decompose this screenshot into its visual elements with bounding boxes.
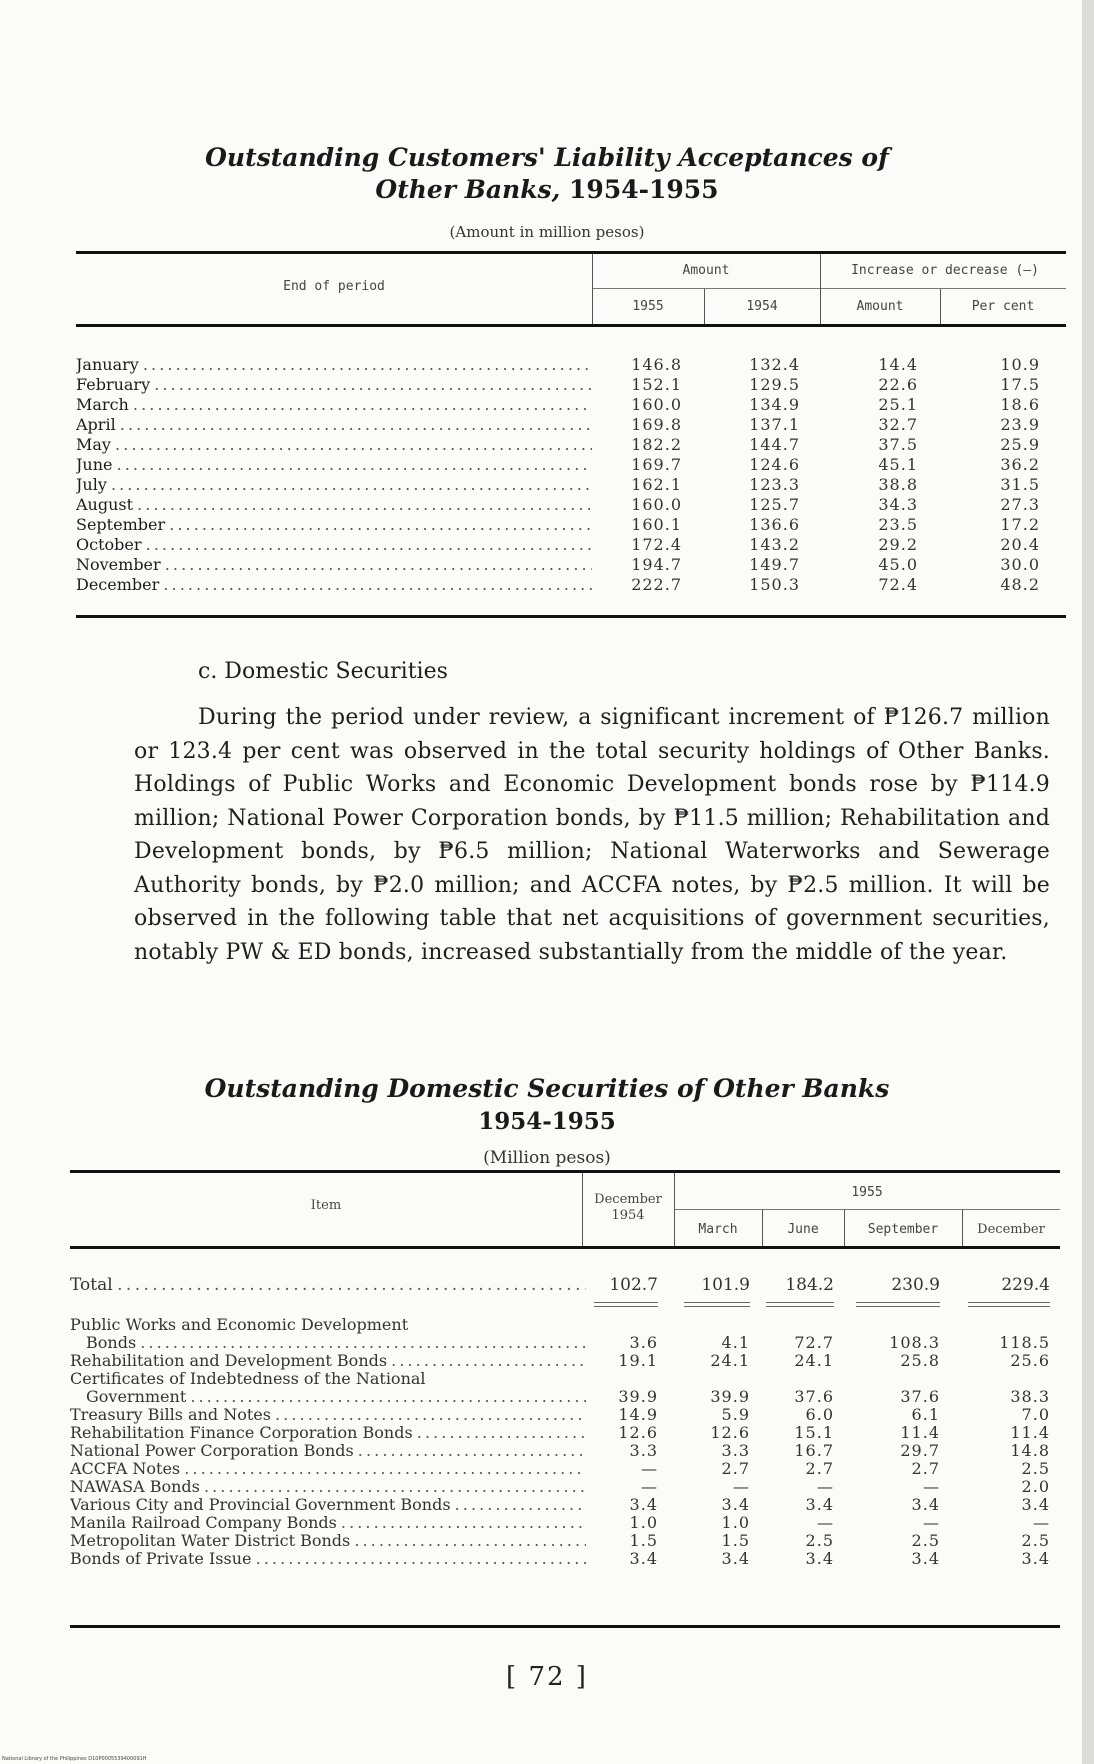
cell-dec1954: 39.9: [618, 1387, 658, 1406]
cell-jun: 2.5: [805, 1531, 834, 1550]
cell-v1954: 136.6: [749, 515, 800, 534]
item-label: Various City and Provincial Government Bonds . . .: [70, 1496, 586, 1514]
month-label: March . . .: [76, 395, 592, 415]
cell-v1955: 222.7: [631, 575, 682, 594]
table-row: [70, 1442, 1060, 1460]
table-row: [70, 1316, 1060, 1352]
cell-jun: —: [817, 1513, 834, 1532]
cell-amount: 34.3: [878, 495, 918, 514]
col-1954: [716, 355, 800, 595]
table1-subtitle: (Amount in million pesos): [449, 223, 645, 241]
cell-sep: 2.5: [911, 1531, 940, 1550]
cell-jun: 24.1: [794, 1351, 834, 1370]
cell-mar: 5.9: [721, 1405, 750, 1424]
cell-sep: —: [923, 1513, 940, 1532]
table-row: [70, 1478, 1060, 1496]
cell-pct: 23.9: [1000, 415, 1040, 434]
cell-amount: 22.6: [878, 375, 918, 394]
table-row: [70, 1550, 1060, 1568]
header-dec-year: 1954: [611, 1208, 645, 1223]
cell-mar: 39.9: [710, 1387, 750, 1406]
section-heading: c. Domestic Securities: [198, 659, 448, 684]
cell-pct: 25.9: [1000, 435, 1040, 454]
total-underline: [684, 1306, 750, 1307]
cell-jun: 72.7: [794, 1333, 834, 1352]
header-june: June: [787, 1222, 819, 1237]
cell-jun: 3.4: [805, 1549, 834, 1568]
table-row: [70, 1460, 1060, 1478]
cell-sep: 3.4: [911, 1549, 940, 1568]
header-march: March: [698, 1222, 738, 1237]
cell-mar: 1.5: [721, 1531, 750, 1550]
cell-v1955: 160.1: [631, 515, 682, 534]
item-label: Bonds of Private Issue . . .: [70, 1550, 586, 1568]
cell-jun: 3.4: [805, 1495, 834, 1514]
total-underline: [856, 1302, 940, 1303]
header-per-cent: Per cent: [971, 299, 1035, 314]
cell-v1955: 172.4: [631, 535, 682, 554]
table2-title-line2: 1954-1955: [478, 1108, 616, 1135]
cell-mar: 2.7: [721, 1459, 750, 1478]
cell-pct: 17.5: [1000, 375, 1040, 394]
cell-jun: 37.6: [794, 1387, 834, 1406]
cell-amount: 72.4: [878, 575, 918, 594]
header-1954: 1954: [746, 299, 778, 314]
table2-mid-rule: [674, 1209, 1060, 1210]
table2-bottom-rule: [70, 1625, 1060, 1628]
cell-dec: 3.4: [1021, 1495, 1050, 1514]
item-label: Public Works and Economic Development: [70, 1316, 409, 1334]
total-mar: 101.9: [701, 1275, 750, 1295]
cell-sep: 2.7: [911, 1459, 940, 1478]
total-label: Total . . .: [70, 1275, 586, 1295]
table-row: [70, 1424, 1060, 1442]
col-1955: [606, 355, 682, 595]
table-row: [70, 1532, 1060, 1550]
cell-mar: 4.1: [721, 1333, 750, 1352]
table-row: [70, 1352, 1060, 1370]
table2-top-rule: [70, 1170, 1060, 1173]
cell-v1954: 134.9: [749, 395, 800, 414]
cell-dec: 2.5: [1021, 1531, 1050, 1550]
cell-jun: 15.1: [794, 1423, 834, 1442]
total-underline: [766, 1302, 834, 1303]
month-label: January . . .: [76, 355, 592, 375]
cell-v1954: 124.6: [749, 455, 800, 474]
cell-amount: 45.1: [878, 455, 918, 474]
month-label: June . . .: [76, 455, 592, 475]
table2-header-rule: [70, 1246, 1060, 1249]
cell-pct: 27.3: [1000, 495, 1040, 514]
cell-v1955: 169.7: [631, 455, 682, 474]
header-1955: 1955: [632, 299, 664, 314]
cell-mar: 3.4: [721, 1495, 750, 1514]
cell-amount: 38.8: [878, 475, 918, 494]
item-label: Treasury Bills and Notes . . .: [70, 1406, 586, 1424]
cell-mar: 24.1: [710, 1351, 750, 1370]
total-underline: [594, 1306, 658, 1307]
table1-title-line2: [0, 175, 1094, 205]
item-label-continued: Government . . .: [86, 1388, 586, 1406]
section-paragraph: During the period under review, a significant increment of ₱126.7 million or 123.4 per cent was observed in the total security holdings of Other Banks. Holdings of Public Works and Economic Development bonds rose by ₱114.9 million; National Power Corporation bonds, by ₱11.5 million; Rehabilitation and Development bonds, by ₱6.5 million; National Waterworks and Sewerage Authority bonds, by ₱2.0 million; and ACCFA notes, by ₱2.5 million. It will be observed in the following table that net acquisitions of government securities, notably PW & ED bonds, increased substantially from the middle of the year.: [134, 705, 1050, 965]
cell-v1954: 132.4: [749, 355, 800, 374]
cell-dec1954: 1.0: [629, 1513, 658, 1532]
cell-dec: 14.8: [1010, 1441, 1050, 1460]
cell-amount: 45.0: [878, 555, 918, 574]
cell-v1955: 194.7: [631, 555, 682, 574]
table-row: [70, 1406, 1060, 1424]
header-1955: 1955: [851, 1185, 883, 1200]
cell-jun: 16.7: [794, 1441, 834, 1460]
cell-amount: 32.7: [878, 415, 918, 434]
cell-v1955: 160.0: [631, 495, 682, 514]
cell-dec1954: 3.6: [629, 1333, 658, 1352]
cell-amount: 25.1: [878, 395, 918, 414]
cell-sep: —: [923, 1477, 940, 1496]
cell-dec: 7.0: [1021, 1405, 1050, 1424]
month-column: [76, 355, 592, 595]
cell-v1954: 129.5: [749, 375, 800, 394]
footer-source: National Library of the Philippines D10P0005539400091H: [2, 1756, 147, 1762]
table1-header-rule: [76, 324, 1066, 327]
cell-dec: 2.0: [1021, 1477, 1050, 1496]
item-label: NAWASA Bonds . . .: [70, 1478, 586, 1496]
cell-dec: 11.4: [1010, 1423, 1050, 1442]
cell-pct: 17.2: [1000, 515, 1040, 534]
header-december: December: [977, 1222, 1045, 1237]
cell-mar: 3.4: [721, 1549, 750, 1568]
cell-v1955: 162.1: [631, 475, 682, 494]
cell-mar: 12.6: [710, 1423, 750, 1442]
cell-sep: 25.8: [900, 1351, 940, 1370]
cell-sep: 11.4: [900, 1423, 940, 1442]
cell-dec1954: 19.1: [618, 1351, 658, 1370]
cell-v1955: 160.0: [631, 395, 682, 414]
month-label: February . . .: [76, 375, 592, 395]
col-inc-amount: [836, 355, 918, 595]
table-row: [70, 1370, 1060, 1406]
cell-v1954: 143.2: [749, 535, 800, 554]
cell-v1954: 123.3: [749, 475, 800, 494]
cell-jun: 2.7: [805, 1459, 834, 1478]
header-increase: Increase or decrease (—): [851, 263, 1039, 278]
header-amount: Amount: [682, 263, 730, 278]
cell-v1955: 182.2: [631, 435, 682, 454]
cell-pct: 10.9: [1000, 355, 1040, 374]
cell-sep: 3.4: [911, 1495, 940, 1514]
cell-amount: 37.5: [878, 435, 918, 454]
cell-dec1954: 3.4: [629, 1549, 658, 1568]
cell-v1954: 149.7: [749, 555, 800, 574]
total-jun: 184.2: [785, 1275, 834, 1295]
item-label: Rehabilitation and Development Bonds . . .: [70, 1352, 586, 1370]
header-december-1954: December: [594, 1192, 662, 1207]
cell-mar: 1.0: [721, 1513, 750, 1532]
total-underline: [684, 1302, 750, 1303]
cell-amount: 29.2: [878, 535, 918, 554]
cell-sep: 29.7: [900, 1441, 940, 1460]
cell-v1954: 144.7: [749, 435, 800, 454]
item-label: Certificates of Indebtedness of the National: [70, 1370, 426, 1388]
total-underline: [766, 1306, 834, 1307]
month-label: December . . .: [76, 575, 592, 595]
table2-title-line1: Outstanding Domestic Securities of Other Banks: [204, 1074, 890, 1103]
cell-pct: 20.4: [1000, 535, 1040, 554]
cell-amount: 23.5: [878, 515, 918, 534]
cell-sep: 108.3: [889, 1333, 940, 1352]
cell-pct: 30.0: [1000, 555, 1040, 574]
page-number: [ 72 ]: [506, 1662, 588, 1692]
table1-bottom-rule: [76, 615, 1066, 618]
cell-dec: 118.5: [999, 1333, 1050, 1352]
month-label: October . . .: [76, 535, 592, 555]
cell-dec1954: 12.6: [618, 1423, 658, 1442]
table-row: [70, 1496, 1060, 1514]
item-label: ACCFA Notes . . .: [70, 1460, 586, 1478]
cell-dec1954: —: [641, 1477, 658, 1496]
total-underline: [968, 1306, 1050, 1307]
total-sep: 230.9: [891, 1275, 940, 1295]
total-underline: [594, 1302, 658, 1303]
cell-dec1954: 1.5: [629, 1531, 658, 1550]
cell-v1955: 152.1: [631, 375, 682, 394]
cell-dec: 38.3: [1010, 1387, 1050, 1406]
cell-jun: —: [817, 1477, 834, 1496]
month-label: August . . .: [76, 495, 592, 515]
total-dec1954: 102.7: [609, 1275, 658, 1295]
cell-dec: —: [1033, 1513, 1050, 1532]
month-label: November . . .: [76, 555, 592, 575]
cell-v1955: 146.8: [631, 355, 682, 374]
month-label: September . . .: [76, 515, 592, 535]
total-underline: [968, 1302, 1050, 1303]
table2-subtitle: (Million pesos): [483, 1148, 611, 1168]
table1-top-rule: [76, 251, 1066, 254]
header-item: Item: [310, 1198, 342, 1213]
cell-sep: 6.1: [911, 1405, 940, 1424]
cell-dec: 2.5: [1021, 1459, 1050, 1478]
cell-v1955: 169.8: [631, 415, 682, 434]
cell-v1954: 137.1: [749, 415, 800, 434]
total-dec: 229.4: [1001, 1275, 1050, 1295]
table-row: [70, 1514, 1060, 1532]
month-label: April . . .: [76, 415, 592, 435]
item-label: Metropolitan Water District Bonds . . .: [70, 1532, 586, 1550]
table1-title-line1: Outstanding Customers' Liability Acceptances of: [205, 143, 889, 172]
cell-v1954: 125.7: [749, 495, 800, 514]
table1-mid-rule: [592, 288, 1066, 289]
cell-dec1954: 3.3: [629, 1441, 658, 1460]
cell-mar: 3.3: [721, 1441, 750, 1460]
cell-mar: —: [733, 1477, 750, 1496]
month-label: May . . .: [76, 435, 592, 455]
table1-title-year: 1954-1955: [569, 175, 719, 204]
cell-dec: 25.6: [1010, 1351, 1050, 1370]
total-underline: [856, 1306, 940, 1307]
header-end-of-period: End of period: [283, 279, 385, 294]
col-per-cent: [956, 355, 1040, 595]
item-label: Rehabilitation Finance Corporation Bonds . . .: [70, 1424, 586, 1442]
cell-pct: 18.6: [1000, 395, 1040, 414]
table1-title-main: Other Banks,: [375, 175, 561, 204]
cell-pct: 31.5: [1000, 475, 1040, 494]
item-label: National Power Corporation Bonds . . .: [70, 1442, 586, 1460]
cell-jun: 6.0: [805, 1405, 834, 1424]
cell-dec: 3.4: [1021, 1549, 1050, 1568]
month-label: July . . .: [76, 475, 592, 495]
cell-dec1954: —: [641, 1459, 658, 1478]
cell-pct: 48.2: [1000, 575, 1040, 594]
page-edge: [1082, 0, 1094, 1764]
cell-amount: 14.4: [878, 355, 918, 374]
cell-dec1954: 3.4: [629, 1495, 658, 1514]
item-label: Manila Railroad Company Bonds . . .: [70, 1514, 586, 1532]
header-september: September: [867, 1222, 939, 1237]
liability-acceptances-table: [76, 251, 1066, 619]
cell-sep: 37.6: [900, 1387, 940, 1406]
cell-pct: 36.2: [1000, 455, 1040, 474]
domestic-securities-table: [70, 1170, 1060, 1630]
header-inc-amount: Amount: [856, 299, 904, 314]
item-label-continued: Bonds . . .: [86, 1334, 586, 1352]
cell-dec1954: 14.9: [618, 1405, 658, 1424]
cell-v1954: 150.3: [749, 575, 800, 594]
